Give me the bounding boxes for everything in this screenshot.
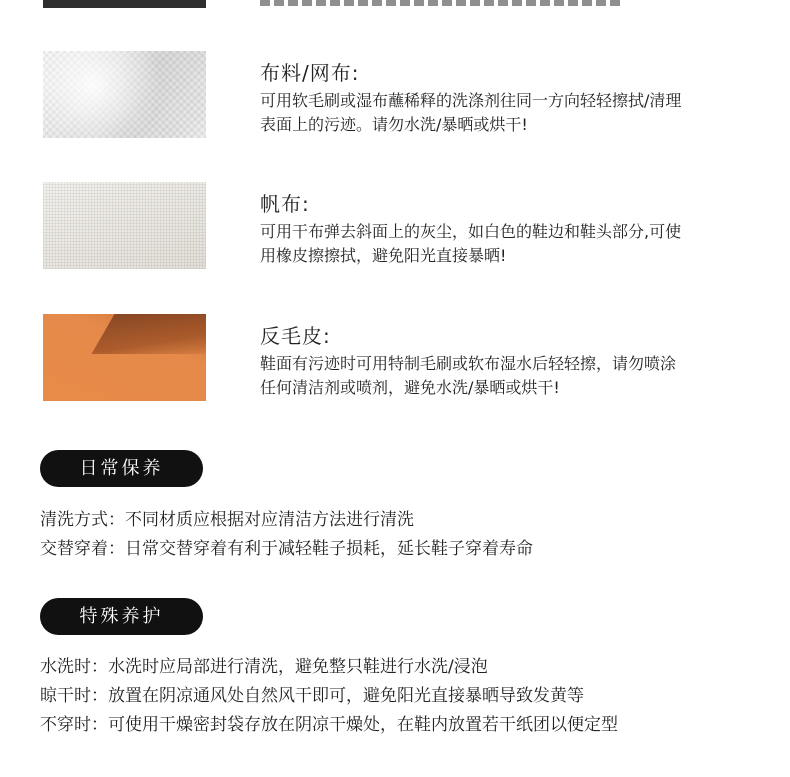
material-description [260,220,760,268]
mesh-fabric-swatch [43,51,206,138]
daily-care-line: 清洗方式：不同材质应根据对应清洁方法进行清洗 [40,510,414,530]
daily-care-heading: 日常保养 [40,450,203,487]
description-line: 可用干布弹去斜面上的灰尘，如白色的鞋边和鞋头部分,可使 [260,222,682,241]
daily-care-line: 交替穿着：日常交替穿着有利于减轻鞋子损耗，延长鞋子穿着寿命 [40,539,533,559]
leather-swatch-partial [43,0,206,8]
canvas-fabric-swatch [43,182,206,269]
material-canvas [0,182,790,272]
description-line: 可用软毛刷或湿布蘸稀释的洗涤剂往同一方向轻轻擦拭/清理 [260,91,682,110]
material-title: 布料/网布: [260,61,360,85]
special-care-line: 晾干时：放置在阴凉通风处自然风干即可，避免阳光直接暴晒导致发黄等 [40,686,584,706]
special-care-line: 水洗时：水洗时应局部进行清洗，避免整只鞋进行水洗/浸泡 [40,657,488,677]
clipped-text-fragment [260,0,620,6]
material-title: 反毛皮: [260,324,331,348]
suede-swatch [43,314,206,401]
description-line: 用橡皮擦擦拭，避免阳光直接暴晒! [260,246,507,265]
material-description [260,352,760,400]
material-title: 帆布: [260,192,310,216]
special-care-line: 不穿时：可使用干燥密封袋存放在阴凉干燥处，在鞋内放置若干纸团以便定型 [40,715,618,735]
material-suede [0,314,790,404]
material-description [260,89,760,137]
material-mesh [0,51,790,141]
description-line: 鞋面有污迹时可用特制毛刷或软布湿水后轻轻擦，请勿喷涂 [260,354,677,373]
description-line: 任何清洁剂或喷剂，避免水洗/暴晒或烘干! [260,378,560,397]
special-care-heading: 特殊养护 [40,598,203,635]
description-line: 表面上的污迹。请勿水洗/暴晒或烘干! [260,115,528,134]
suede-shadow [91,314,206,354]
